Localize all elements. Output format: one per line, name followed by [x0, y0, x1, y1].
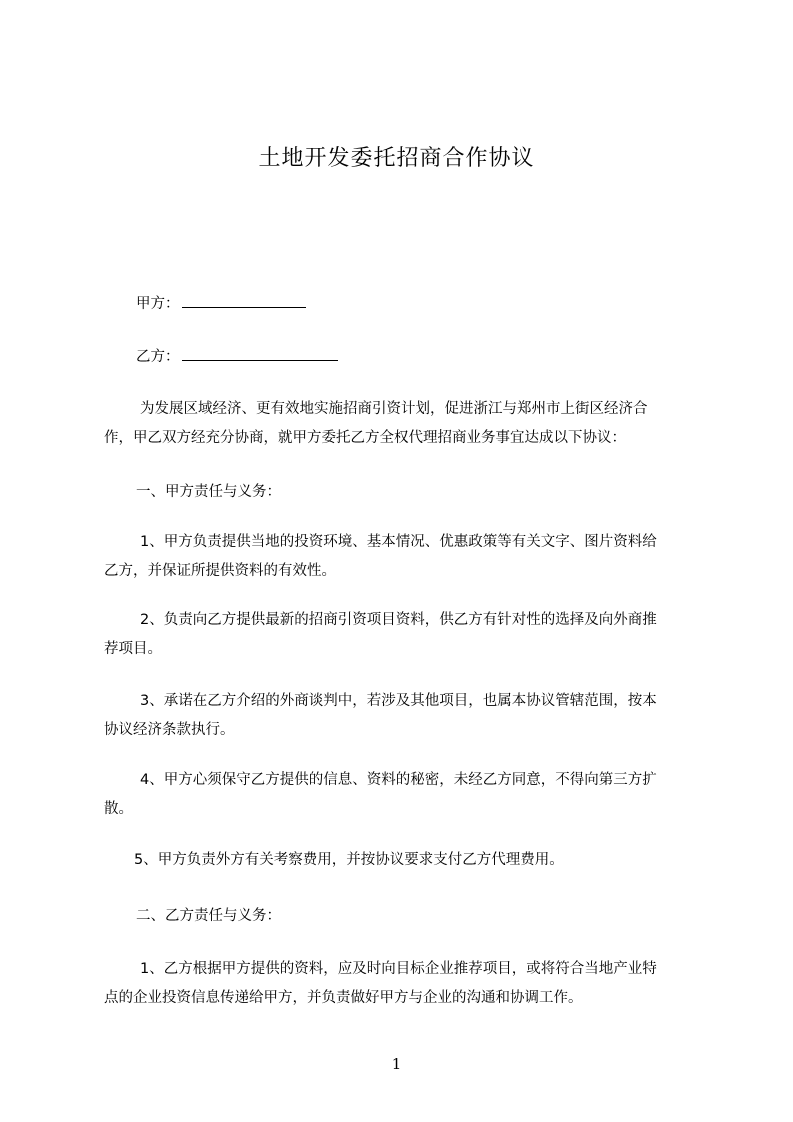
item-line: 点的企业投资信息传递给甲方，并负责做好甲方与企业的沟通和协调工作。 [104, 990, 583, 1006]
document-title: 土地开发委托招商合作协议 [258, 146, 535, 171]
item-line: 3、承诺在乙方介绍的外商谈判中，若涉及其他项目，也属本协议管辖范围，按本 [140, 693, 657, 709]
party-a-line [136, 292, 306, 313]
item-line: 2、负责向乙方提供最新的招商引资项目资料，供乙方有针对性的选择及向外商推 [140, 612, 657, 628]
section-2-item-1 [104, 955, 714, 1013]
party-b-blank [182, 346, 338, 361]
page-number: 1 [391, 1055, 402, 1073]
intro-paragraph [104, 395, 714, 453]
section-1-item-2 [104, 606, 714, 664]
item-line: 散。 [104, 801, 133, 817]
section-1-item-3 [104, 687, 714, 745]
item-line: 1、乙方根据甲方提供的资料，应及时向目标企业推荐项目，或将符合当地产业特 [140, 961, 657, 977]
item-line: 协议经济条款执行。 [104, 722, 235, 738]
section-1-item-1 [104, 528, 714, 586]
intro-line-1: 为发展区域经济、更有效地实施招商引资计划，促进浙江与郑州市上街区经济合 [140, 401, 648, 417]
party-b-line [136, 345, 338, 366]
section-1-item-4 [104, 766, 714, 824]
item-line: 乙方，并保证所提供资料的有效性。 [104, 563, 336, 579]
party-a-label: 甲方： [136, 296, 180, 312]
intro-line-2: 作，甲乙双方经充分协商，就甲方委托乙方全权代理招商业务事宜达成以下协议： [104, 430, 626, 446]
section-1-heading: 一、甲方责任与义务： [136, 484, 281, 500]
item-line: 5、甲方负责外方有关考察费用，并按协议要求支付乙方代理费用。 [134, 852, 564, 868]
item-line: 荐项目。 [104, 641, 162, 657]
party-b-label: 乙方： [136, 349, 180, 365]
item-line: 4、甲方心须保守乙方提供的信息、资料的秘密，未经乙方同意，不得向第三方扩 [140, 772, 657, 788]
section-2-heading: 二、乙方责任与义务： [136, 908, 281, 924]
item-line: 1、甲方负责提供当地的投资环境、基本情况、优惠政策等有关文字、图片资料给 [140, 534, 657, 550]
party-a-blank [182, 293, 306, 308]
section-1-item-5 [104, 846, 714, 875]
